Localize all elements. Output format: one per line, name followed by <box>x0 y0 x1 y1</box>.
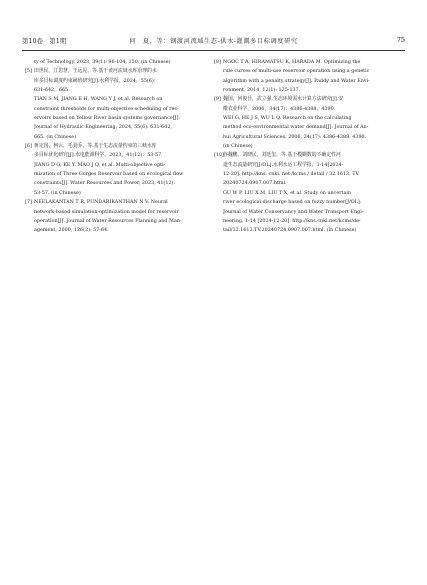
reference-number: [9] <box>214 96 221 103</box>
reference-line: JIANG D G, KE Y, MAO J Q, et al. Multi-objective opti- <box>34 161 166 168</box>
reference-line: NGOC T A, HIRAMATSU K, HARADA M. Optimizing the <box>223 59 361 65</box>
reference-line: algorithm with a penalty strategy[J]. Paddy and Water Envi- <box>223 77 370 84</box>
reference-number: [7] <box>25 199 32 206</box>
reference-line: 53-57. (in Chinese) <box>34 189 81 196</box>
reference-line: constraints[J]. Water Resources and Power, 2023, 41(12): <box>34 180 175 187</box>
reference-entry <box>34 58 214 67</box>
reference-entry <box>214 95 403 151</box>
right-column-references <box>214 58 403 236</box>
reference-line: network-based simulation-optimization model for reservoir <box>34 208 179 215</box>
reference-line: ronment, 2014, 12(1): 125-137. <box>223 87 301 94</box>
reference-line: neering, 1-14 [2024-12-20]. http://kns.cnki.net/kcms/de- <box>223 217 361 224</box>
left-column-references <box>25 58 214 236</box>
reference-line: 蒋定国，柯云，毛劲乔，等.基于生态流量约束的三峡水库 <box>34 143 157 150</box>
reference-line: rule curves of multi-use reservoir operation using a genetic <box>223 68 370 75</box>
reference-line: river ecological discharge based on fuzzy number[J/OL]. <box>223 199 362 206</box>
reference-line: GU W P, LIU X M, LIU T X, et al. Study on uncertain <box>223 189 352 196</box>
reference-line: ty of Technology, 2023, 39(1): 96-104, 150. (in Chinese) <box>34 59 171 65</box>
reference-line: hui Agricultural Sciences, 2006, 34(17): 4386-4388, 4390. <box>223 133 367 140</box>
reference-number: [5] <box>25 68 32 75</box>
reference-line: 库多目标调度约束阈值研究[J].水利学报，2024，55(6)： <box>34 77 159 84</box>
reference-entry <box>25 142 214 198</box>
reference-entry <box>25 67 214 142</box>
header-rule <box>22 50 405 51</box>
reference-line: 12-20]. http://kns. cnki. net /kcms / detail / 32.1613. TV. <box>223 171 360 178</box>
running-header <box>22 36 405 50</box>
reference-line: mization of Three Gorges Reservoir based on ecological flow <box>34 171 184 178</box>
reference-line: Journal of Water Conservancy and Water Transport Engi- <box>223 208 364 215</box>
reference-line: 20240724.0907.007.html. <box>223 180 287 187</box>
reference-line: tail/32.1613.TV.20240724.0907.007.html. (in Chinese) <box>223 227 357 234</box>
reference-line: 665. (in Chinese) <box>34 133 77 140</box>
reference-line: constraint thresholds for multi-objective scheduling of res- <box>34 105 179 112</box>
reference-line: operation[J]. Journal of Water Resources Planning and Man- <box>34 217 182 224</box>
volume-issue: 第10卷 第1期 <box>22 37 67 45</box>
running-title: 何 夏，等：钢渡河流域生态-供水-灌溉多目标调度研究 <box>129 38 298 45</box>
reference-entry <box>25 198 214 235</box>
reference-entry <box>214 151 403 235</box>
reference-line: agement, 2000, 126(2): 57-64. <box>34 227 109 234</box>
reference-line: 徽农业科学，2006，34(17)：4386-4388，4390. <box>223 105 336 112</box>
reference-line: 谷魏鹏，刘晓民，刘廷玺，等.基于模糊数的不确定性河 <box>223 152 341 159</box>
reference-entry <box>214 58 403 95</box>
reference-line: TIAN S M, JIANG E H, WANG Y J, et al. Research on <box>34 96 163 103</box>
reference-line: 道生态流量研究[J/OL].水利水运工程学报，1-14[2024- <box>223 161 344 168</box>
reference-number: [8] <box>214 59 221 65</box>
reference-line: 魏国，何俊仕，武立强.生态环境需水计算方法研究[J].安 <box>223 96 344 103</box>
reference-line: WEI G, HE J S, WU L Q. Research on the calculating <box>223 115 352 122</box>
reference-line: method eco-environmental water demand[J]. Journal of An- <box>223 124 369 131</box>
reference-line: ervoirs based on Yellow River basin systems governance[J]. <box>34 115 181 122</box>
reference-line: 多目标优化研究[J].水电能源科学，2023，41(12)：53-57. <box>34 152 163 159</box>
reference-number: [10] <box>214 152 224 159</box>
page-number: 75 <box>396 36 405 44</box>
reference-line: Journal of Hydraulic Engineering, 2024, 55(6): 631-642, <box>34 124 172 131</box>
reference-number: [6] <box>25 143 32 150</box>
reference-line: NEELAKANTAN T R, PUNDARIKANTHAN N V. Neural <box>34 199 168 206</box>
reference-line: 631-642，665. <box>34 87 70 94</box>
reference-line: (in Chinese) <box>223 143 253 150</box>
reference-line: 田世民，江思慧，王远见，等.基于黄河流域水库治理的水 <box>34 68 157 75</box>
